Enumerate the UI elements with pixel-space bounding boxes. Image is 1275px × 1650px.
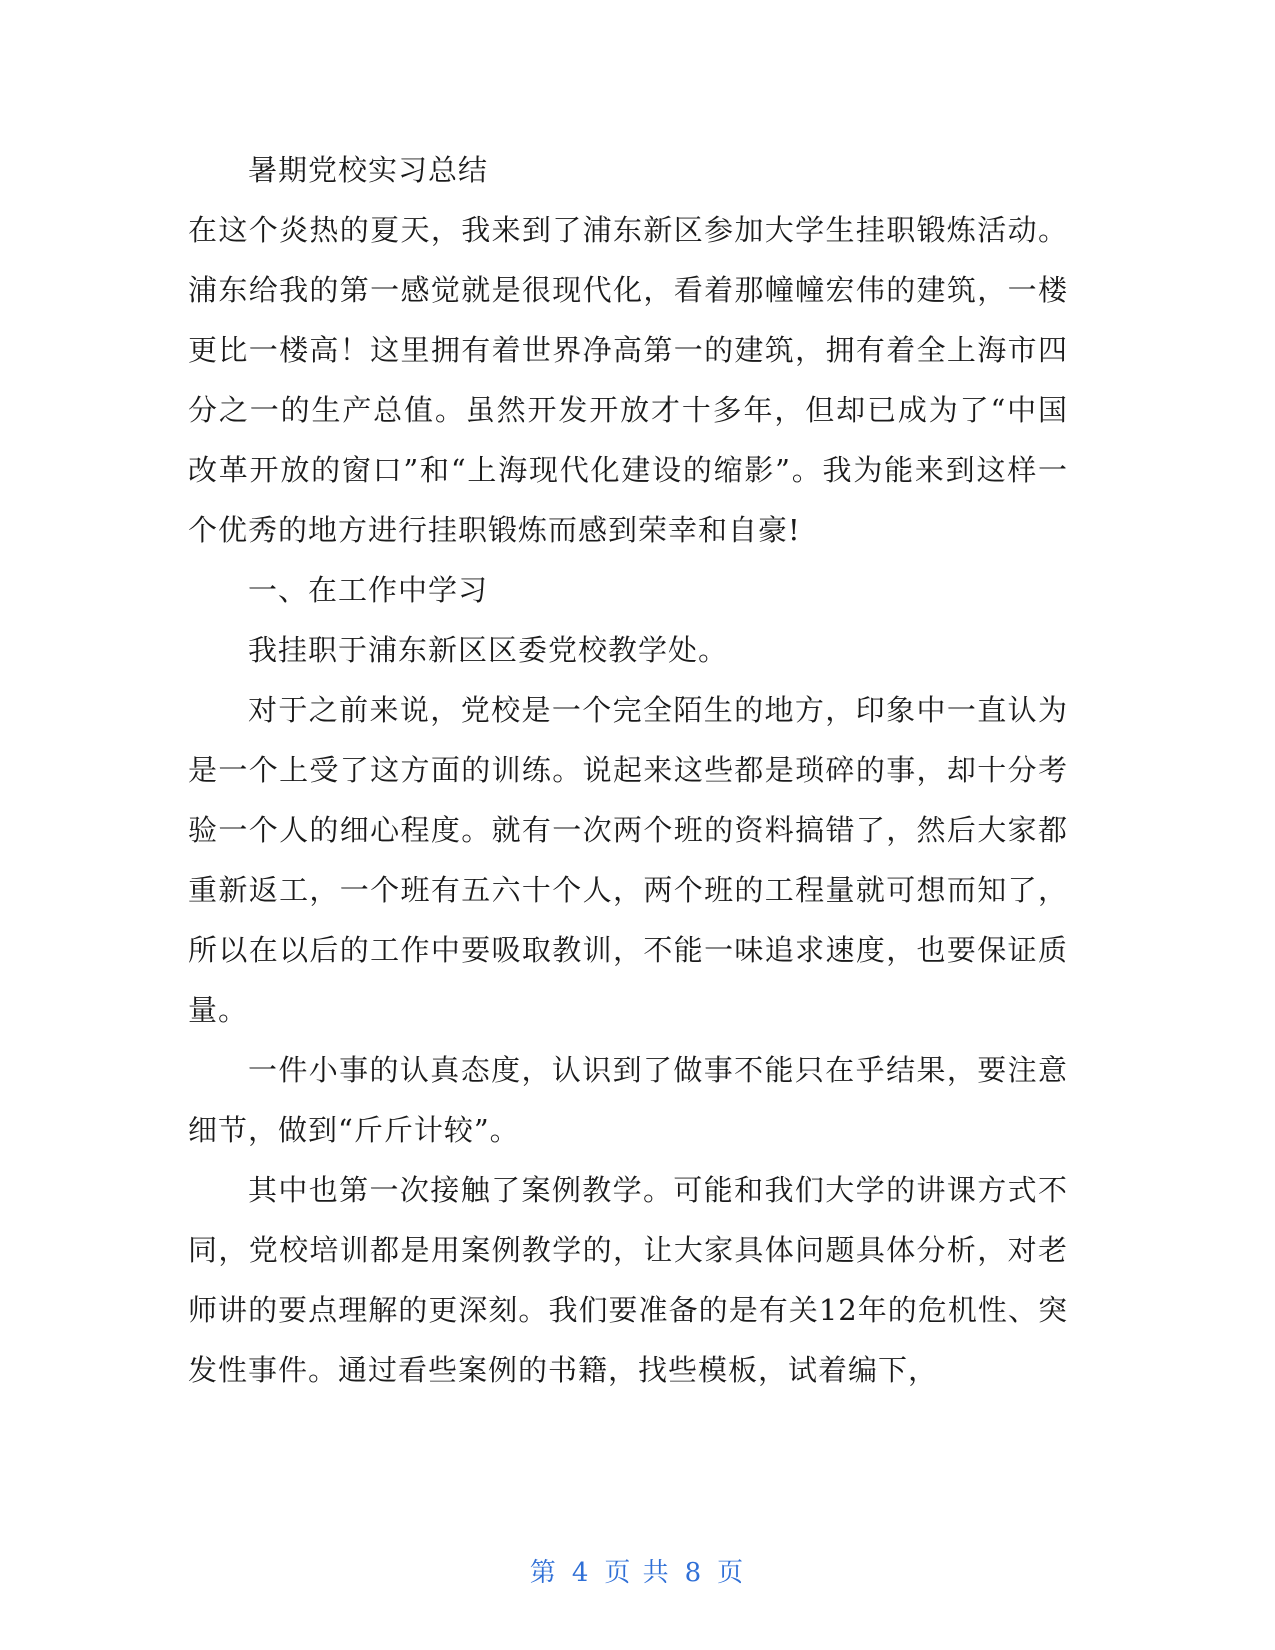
section-heading-work-study: 一、在工作中学习: [248, 573, 489, 607]
paragraph-party-school: 对于之前来说，党校是一个完全陌生的地方，印象中一直认为是一个上受了这方面的训练。说起来这些都是琐碎的事，却十分考验一个人的细心程度。就有一次两个班的资料搞错了，然后大家都重新返工，一个班有五六十个人，两个班的工程量就可想而知了，所以在以后的工作中要吸取教训，不能一味追求速度，也要保证质量。: [188, 693, 1068, 1027]
footer-suffix: 页: [717, 1558, 746, 1588]
footer-prefix: 第: [529, 1558, 558, 1588]
footer-total-pages: 8: [684, 1558, 704, 1588]
paragraph-case-teaching: 其中也第一次接触了案例教学。可能和我们大学的讲课方式不同，党校培训都是用案例教学的，让大家具体问题具体分析，对老师讲的要点理解的更深刻。我们要准备的是有关12年的危机性、突发性事件。通过看些案例的书籍，找些模板，试着编下，: [188, 1173, 1068, 1387]
page-footer: [0, 1552, 1275, 1589]
footer-current-page: 4: [571, 1558, 591, 1588]
paragraph-details: 一件小事的认真态度，认识到了做事不能只在乎结果，要注意细节，做到“斤斤计较”。: [188, 1053, 1068, 1147]
document-body: [188, 140, 1068, 1400]
paragraph-position: 我挂职于浦东新区区委党校教学处。: [248, 633, 729, 667]
paragraph-intro: 在这个炎热的夏天，我来到了浦东新区参加大学生挂职锻炼活动。浦东给我的第一感觉就是很现代化，看着那幢幢宏伟的建筑，一楼更比一楼高！这里拥有着世界净高第一的建筑，拥有着全上海市四分之一的生产总值。虽然开发开放才十多年，但却已成为了“中国改革开放的窗口”和“上海现代化建设的缩影”。我为能来到这样一个优秀的地方进行挂职锻炼而感到荣幸和自豪!: [188, 213, 1068, 547]
document-title: 暑期党校实习总结: [248, 153, 489, 187]
footer-middle: 页 共: [604, 1558, 671, 1588]
